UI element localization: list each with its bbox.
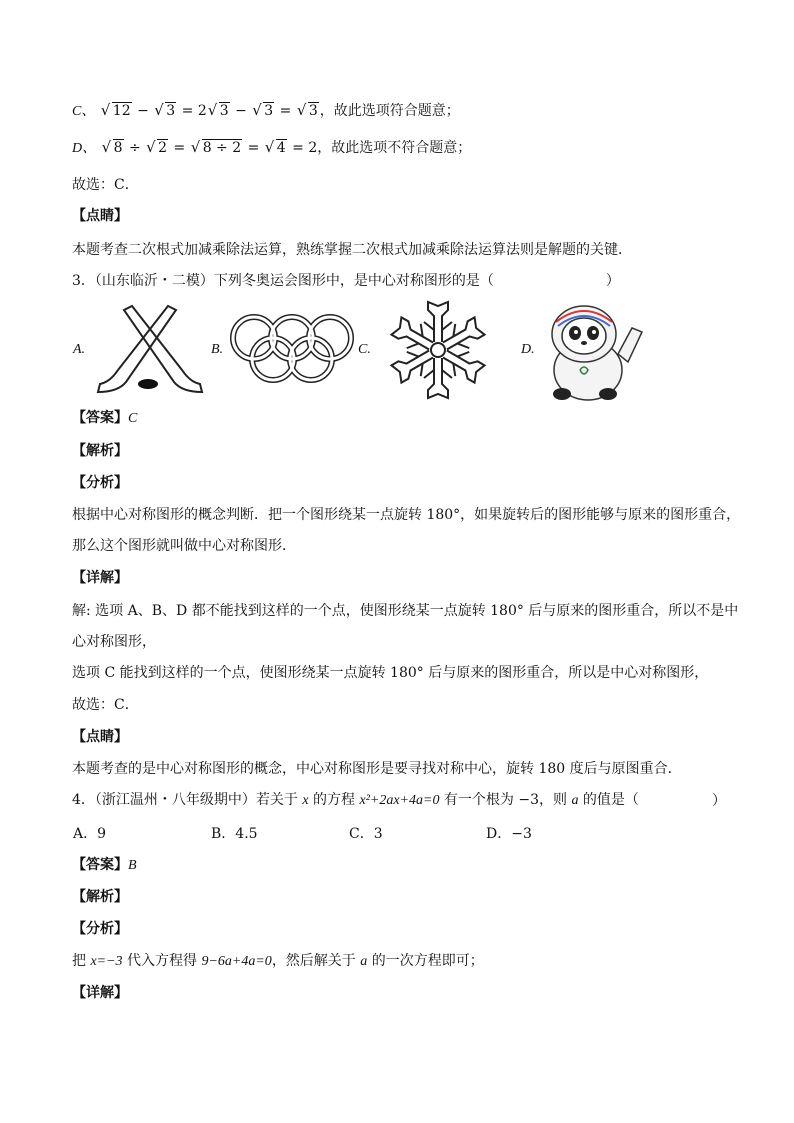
q3-detail-line-2: 心对称图形，	[72, 634, 156, 650]
q2-comment-heading: 【点睛】	[72, 208, 128, 224]
q3-stem: 3．（山东临沂・二模）下列冬奥运会图形中，是中心对称图形的是（ ）	[72, 273, 620, 289]
q3-fenxi-line-1: 根据中心对称图形的概念判断．把一个图形绕某一点旋转 180°，如果旋转后的图形能够与原来的图形重合，	[72, 507, 741, 523]
q4-fenxi-line: 把 x=−3 代入方程得 9−6a+4a=0，然后解关于 a 的一次方程即可；	[72, 953, 484, 969]
hockey-sticks-image	[90, 298, 210, 408]
q3-answer: C	[128, 411, 138, 426]
q4-analysis-heading: 【解析】	[72, 889, 128, 905]
q3-detail-line-3: 选项 C 能找到这样的一个点，使图形绕某一点旋转 180° 后与原来的图形重合，所以是中心对称图形，	[72, 665, 709, 681]
q3-analysis-heading: 【解析】	[72, 443, 128, 459]
solution-line-d: D、 √ 8 ÷ √ 2 = √ 8 ÷ 2 = √ 4 = 2，故此选项不符合题意；	[72, 138, 471, 159]
option-c-label: C、	[72, 104, 96, 119]
q4-answer: B	[128, 858, 137, 873]
sqrt-12: √ 12	[101, 101, 132, 121]
q4-fenxi-heading: 【分析】	[72, 921, 128, 937]
q3-option-a-label: A.	[73, 342, 86, 357]
q3-detail-heading: 【详解】	[72, 570, 128, 586]
option-d-label: D、	[72, 141, 97, 156]
mascot-panda-image	[540, 298, 650, 408]
sqrt-2: √ 2	[146, 138, 168, 158]
sqrt-3: √ 3	[208, 101, 230, 121]
q3-choice: 故选：C．	[72, 697, 139, 713]
q4-option-a: A．9	[73, 826, 107, 842]
olympic-rings-image	[228, 298, 358, 408]
sqrt-8-div-2: √ 8 ÷ 2	[191, 138, 242, 158]
q4-option-d: D．−3	[486, 826, 532, 842]
q3-comment-heading: 【点睛】	[72, 729, 128, 745]
q4-stem: 4．（浙江温州・八年级期中）若关于 x 的方程 x²+2ax+4a=0 有一个根为 −3，则 a 的值是（	[72, 792, 639, 808]
q4-stem-paren: ）	[712, 793, 726, 809]
q4-option-b: B．4.5	[211, 826, 258, 842]
sqrt-4: √ 4	[265, 138, 287, 158]
q3-detail-line-1: 解: 选项 A、B、D 都不能找到这样的一个点，使图形绕某一点旋转 180° 后与原来的图形重合，所以不是中	[72, 603, 739, 619]
q3-answer-line: 【答案】C	[72, 410, 138, 426]
q3-fenxi-line-2: 那么这个图形就叫做中心对称图形．	[72, 538, 296, 554]
q4-detail-heading: 【详解】	[72, 985, 128, 1001]
q4-equation: x²+2ax+4a=0	[359, 793, 440, 808]
puck-icon	[138, 379, 158, 389]
q3-option-c-label: C.	[358, 342, 371, 357]
q3-option-b-label: B.	[211, 342, 224, 357]
q3-fenxi-heading: 【分析】	[72, 475, 128, 491]
q4-option-c: C．3	[349, 826, 383, 842]
solution-line-c: C、 √ 12 − √ 3 = 2√ 3 − √ 3 = √ 3 ，故此选项符合题意；	[72, 101, 460, 122]
sqrt-3: √ 3	[154, 101, 176, 121]
q3-comment-text: 本题考查的是中心对称图形的概念，中心对称图形是要寻找对称中心，旋转 180 度后与原图重合．	[72, 761, 682, 777]
sqrt-8: √ 8	[102, 138, 124, 158]
snowflake-image	[376, 298, 500, 408]
q2-comment-text: 本题考查二次根式加减乘除法运算，熟练掌握二次根式加减乘除法运算法则是解题的关键．	[72, 242, 632, 258]
q2-choice: 故选：C．	[72, 177, 139, 193]
q4-answer-line: 【答案】B	[72, 857, 137, 873]
sqrt-3: √ 3	[252, 101, 274, 121]
q3-option-d-label: D.	[521, 342, 535, 357]
sqrt-3: √ 3	[297, 101, 319, 121]
